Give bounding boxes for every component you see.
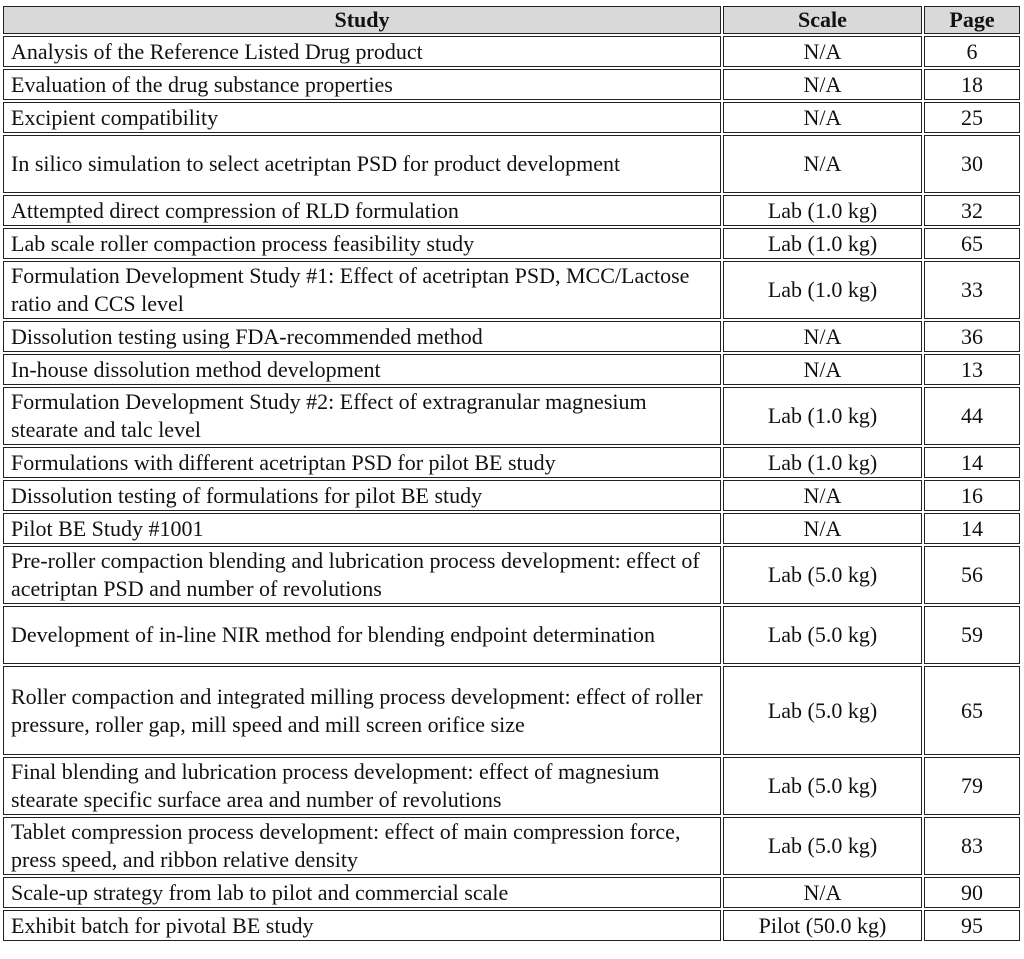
scale-cell: N/A bbox=[723, 877, 922, 908]
table-row bbox=[3, 261, 1020, 319]
table-row bbox=[3, 195, 1020, 226]
table-row bbox=[3, 910, 1020, 941]
study-cell: Pilot BE Study #1001 bbox=[3, 513, 721, 544]
page-cell: 83 bbox=[924, 817, 1020, 875]
table-header-row bbox=[3, 6, 1020, 34]
study-cell: In-house dissolution method development bbox=[3, 354, 721, 385]
study-cell: Exhibit batch for pivotal BE study bbox=[3, 910, 721, 941]
study-cell: Excipient compatibility bbox=[3, 102, 721, 133]
study-cell: Attempted direct compression of RLD formulation bbox=[3, 195, 721, 226]
page-cell: 65 bbox=[924, 666, 1020, 755]
scale-cell: Pilot (50.0 kg) bbox=[723, 910, 922, 941]
page-cell: 16 bbox=[924, 480, 1020, 511]
study-cell: Evaluation of the drug substance properties bbox=[3, 69, 721, 100]
page-column-header: Page bbox=[924, 6, 1020, 34]
page-cell: 56 bbox=[924, 546, 1020, 604]
study-cell: Dissolution testing using FDA-recommended method bbox=[3, 321, 721, 352]
study-column-header: Study bbox=[3, 6, 721, 34]
scale-cell: N/A bbox=[723, 36, 922, 67]
scale-cell: N/A bbox=[723, 513, 922, 544]
scale-cell: Lab (5.0 kg) bbox=[723, 666, 922, 755]
page-cell: 25 bbox=[924, 102, 1020, 133]
scale-cell: Lab (1.0 kg) bbox=[723, 387, 922, 445]
table-row bbox=[3, 817, 1020, 875]
table-row bbox=[3, 513, 1020, 544]
scale-column-header: Scale bbox=[723, 6, 922, 34]
study-cell: Development of in-line NIR method for blending endpoint determination bbox=[3, 606, 721, 664]
scale-cell: Lab (1.0 kg) bbox=[723, 228, 922, 259]
scale-cell: Lab (1.0 kg) bbox=[723, 261, 922, 319]
page-cell: 14 bbox=[924, 447, 1020, 478]
table-row bbox=[3, 606, 1020, 664]
page-cell: 13 bbox=[924, 354, 1020, 385]
scale-cell: Lab (1.0 kg) bbox=[723, 447, 922, 478]
page-cell: 14 bbox=[924, 513, 1020, 544]
page-cell: 36 bbox=[924, 321, 1020, 352]
scale-cell: Lab (5.0 kg) bbox=[723, 817, 922, 875]
scale-cell: Lab (1.0 kg) bbox=[723, 195, 922, 226]
table-row bbox=[3, 666, 1020, 755]
study-cell: Dissolution testing of formulations for pilot BE study bbox=[3, 480, 721, 511]
page-cell: 90 bbox=[924, 877, 1020, 908]
study-cell: Formulation Development Study #2: Effect of extragranular magnesium stearate and talc level bbox=[3, 387, 721, 445]
table-row bbox=[3, 546, 1020, 604]
scale-cell: Lab (5.0 kg) bbox=[723, 606, 922, 664]
table-row bbox=[3, 480, 1020, 511]
table-row bbox=[3, 354, 1020, 385]
table-row bbox=[3, 228, 1020, 259]
scale-cell: N/A bbox=[723, 480, 922, 511]
studies-table bbox=[1, 4, 1022, 943]
scale-cell: N/A bbox=[723, 321, 922, 352]
page-cell: 30 bbox=[924, 135, 1020, 193]
page-cell: 18 bbox=[924, 69, 1020, 100]
page-cell: 59 bbox=[924, 606, 1020, 664]
page-cell: 44 bbox=[924, 387, 1020, 445]
page-cell: 6 bbox=[924, 36, 1020, 67]
study-cell: Formulations with different acetriptan PSD for pilot BE study bbox=[3, 447, 721, 478]
study-cell: In silico simulation to select acetriptan PSD for product development bbox=[3, 135, 721, 193]
table-row bbox=[3, 447, 1020, 478]
page-cell: 65 bbox=[924, 228, 1020, 259]
scale-cell: N/A bbox=[723, 135, 922, 193]
table-body bbox=[3, 36, 1020, 941]
scale-cell: N/A bbox=[723, 69, 922, 100]
scale-cell: Lab (5.0 kg) bbox=[723, 757, 922, 815]
study-cell: Pre-roller compaction blending and lubrication process development: effect of acetriptan PSD and number of revolutions bbox=[3, 546, 721, 604]
page-cell: 32 bbox=[924, 195, 1020, 226]
study-cell: Tablet compression process development: effect of main compression force, press speed, and ribbon relative density bbox=[3, 817, 721, 875]
study-cell: Lab scale roller compaction process feasibility study bbox=[3, 228, 721, 259]
study-cell: Formulation Development Study #1: Effect of acetriptan PSD, MCC/Lactose ratio and CCS level bbox=[3, 261, 721, 319]
study-cell: Roller compaction and integrated milling process development: effect of roller pressure, roller gap, mill speed and mill screen orifice size bbox=[3, 666, 721, 755]
study-cell: Scale-up strategy from lab to pilot and commercial scale bbox=[3, 877, 721, 908]
study-cell: Analysis of the Reference Listed Drug product bbox=[3, 36, 721, 67]
table-row bbox=[3, 757, 1020, 815]
study-cell: Final blending and lubrication process development: effect of magnesium stearate specific surface area and number of revolutions bbox=[3, 757, 721, 815]
table-row bbox=[3, 135, 1020, 193]
scale-cell: Lab (5.0 kg) bbox=[723, 546, 922, 604]
table-row bbox=[3, 102, 1020, 133]
scale-cell: N/A bbox=[723, 354, 922, 385]
page-cell: 95 bbox=[924, 910, 1020, 941]
page-cell: 79 bbox=[924, 757, 1020, 815]
table-row bbox=[3, 387, 1020, 445]
table-row bbox=[3, 36, 1020, 67]
scale-cell: N/A bbox=[723, 102, 922, 133]
table-row bbox=[3, 69, 1020, 100]
table-row bbox=[3, 321, 1020, 352]
page-cell: 33 bbox=[924, 261, 1020, 319]
table-row bbox=[3, 877, 1020, 908]
